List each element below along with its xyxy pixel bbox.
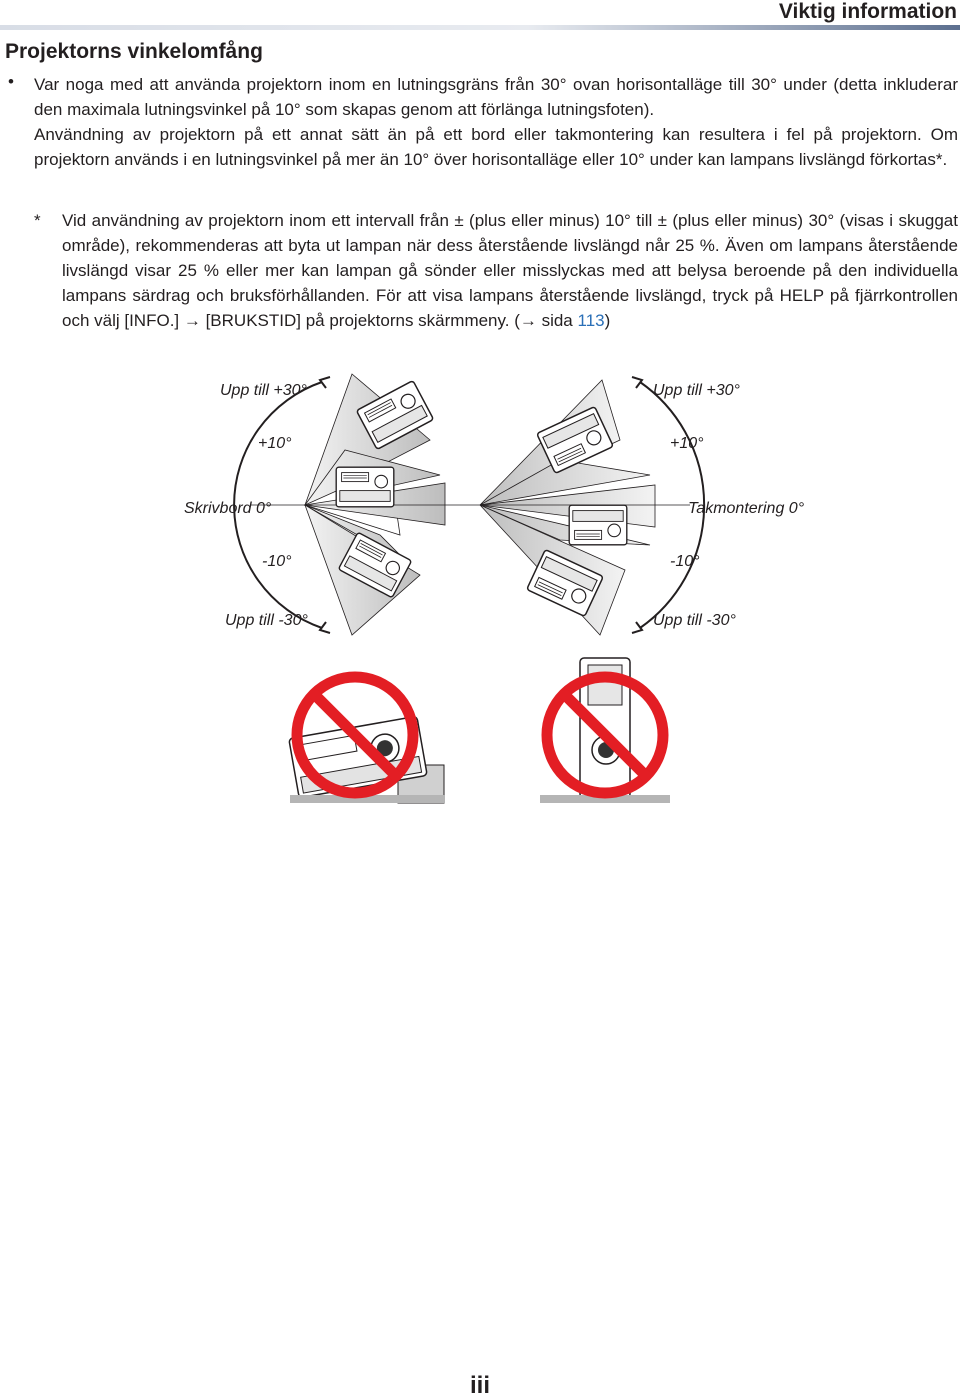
- right-label-zero: Takmontering 0°: [688, 500, 805, 517]
- right-label-up10: +10°: [670, 435, 704, 452]
- left-label-up30: Upp till +30°: [220, 382, 307, 399]
- page-link[interactable]: 113: [577, 311, 605, 330]
- right-label-down10: -10°: [670, 553, 700, 570]
- footnote-mark: *: [34, 211, 41, 230]
- footnote-close: ): [604, 311, 611, 330]
- prohibited-tilted-projector: [289, 677, 445, 803]
- paragraph-2: Användning av projektorn på ett annat sätt än på ett bord eller takmontering kan resultera i fel på projektorn. Om projektorn används i en lutningsvinkel på mer än 10° över horisontalläge eller 10° under kan lampans livslängd förkortas*.: [34, 125, 958, 169]
- left-label-zero: Skrivbord 0°: [184, 500, 272, 517]
- page-header-title: Viktig information: [778, 0, 957, 23]
- header-rule: [0, 25, 960, 30]
- prohibited-vertical-projector: [540, 658, 670, 803]
- left-label-down30: Upp till -30°: [225, 612, 308, 629]
- tilt-angle-figure: [0, 365, 960, 815]
- page-number: iii: [469, 1372, 490, 1399]
- left-label-down10: -10°: [262, 553, 292, 570]
- footnote-text: [62, 208, 958, 333]
- ceiling-angle-fan: [480, 377, 704, 635]
- left-label-up10: +10°: [258, 435, 292, 452]
- section-title: Projektorns vinkelomfång: [5, 40, 263, 63]
- paragraph-1: Var noga med att använda projektorn inom en lutningsgräns från 30° ovan horisontalläge till 30° under (detta inkluderar den maximala lutningsvinkel på 10° som skapas genom att förlänga lutningsfoten).: [34, 75, 958, 119]
- right-label-up30: Upp till +30°: [653, 382, 740, 399]
- right-label-down30: Upp till -30°: [653, 612, 736, 629]
- footnote-body: Vid användning av projektorn inom ett intervall från ± (plus eller minus) 10° till ± (plus eller minus) 30° (visas i skuggat område), rekommenderas att byta ut lampan när dess återstående livslängd når 25 %. Även om lampans återstående livslängd visar 25 % eller mer kan lampan gå sönder eller misslyckas med att belysa beroende på den individuella lampans särdrag och bruksförhållanden. För att visa lampans återstående livslängd, tryck på HELP på fjärrkontrollen och välj [INFO.] → [BRUKSTID] på projektorns skärmmeny. (→ sida: [62, 211, 958, 330]
- body-text: [34, 72, 958, 172]
- bullet-icon: •: [8, 72, 14, 91]
